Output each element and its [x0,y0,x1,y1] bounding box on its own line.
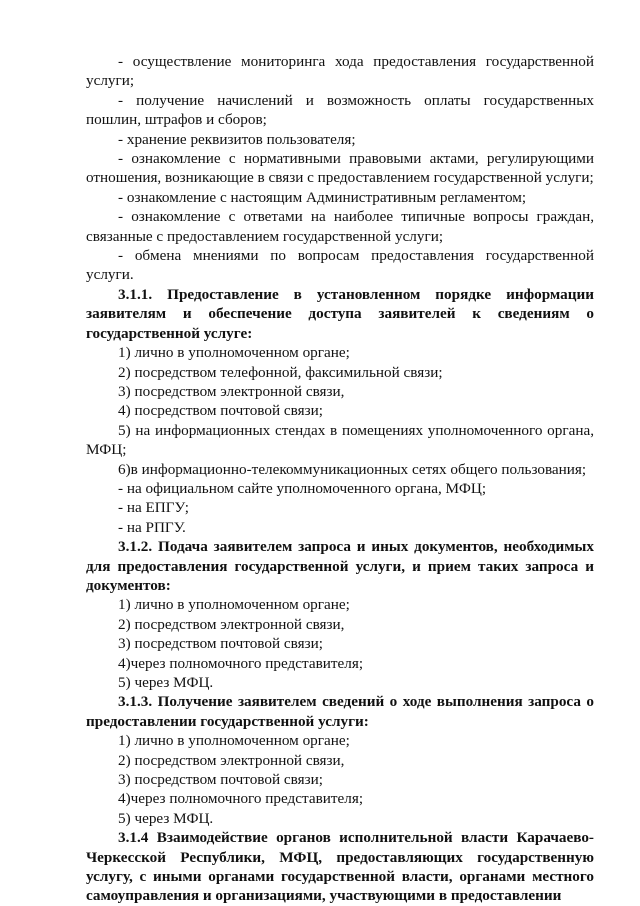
list-item: 5) на информационных стендах в помещениях уполномоченного органа, МФЦ; [86,421,594,459]
document-page [86,52,594,906]
section-heading-3-1-4: 3.1.4 Взаимодействие органов исполнительной власти Карачаево-Черкесской Республики, МФЦ, предоставляющих государственную услугу, с иными органами государственной власти, органами местного самоуправления и организациями, участвующими в предоставлении [86,829,594,905]
list-item: 3) посредством электронной связи, [118,382,345,400]
list-item: - на ЕПГУ; [118,499,189,517]
intro-item: - ознакомление с ответами на наиболее типичные вопросы граждан, связанные с предоставлением государственной услуги; [86,208,594,245]
section-heading-3-1-1: 3.1.1. Предоставление в установленном порядке информации заявителям и обеспечение доступа заявителей к сведениям о государственной услуге: [86,285,594,342]
section-heading-3-1-2: 3.1.2. Подача заявителем запроса и иных документов, необходимых для предоставления государственной услуги, и прием таких запроса и документов: [86,538,594,594]
intro-item: - хранение реквизитов пользователя; [118,130,356,148]
intro-item: - осуществление мониторинга хода предоставления государственной услуги; [86,53,594,90]
list-item: 5) через МФЦ. [118,674,214,691]
intro-item: - получение начислений и возможность оплаты государственных пошлин, штрафов и сборов; [86,91,594,129]
intro-item: - ознакомление с настоящим Административным регламентом; [118,188,527,206]
intro-item: - обмена мнениями по вопросам предоставления государственной услуги. [86,247,594,284]
list-item: 3) посредством почтовой связи; [118,771,323,789]
list-item: - на РПГУ. [118,518,186,536]
list-item: 4) посредством почтовой связи; [118,402,323,420]
section-heading-3-1-3: 3.1.3. Получение заявителем сведений о ходе выполнения запроса о предоставлении государственной услуги: [86,693,594,730]
list-item: 2) посредством электронной связи, [118,615,345,633]
list-item: 3) посредством почтовой связи; [118,635,323,653]
list-item: 5) через МФЦ. [118,809,214,827]
list-item: 1) лично в уполномоченном органе; [118,344,350,362]
list-item: 4)через полномочного представителя; [118,790,364,808]
list-item: 1) лично в уполномоченном органе; [118,596,350,614]
list-item: 2) посредством электронной связи, [118,751,345,769]
list-item: 4)через полномочного представителя; [118,654,364,672]
list-item: 1) лично в уполномоченном органе; [118,732,350,750]
intro-item: - ознакомление с нормативными правовыми актами, регулирующими отношения, возникающие в связи с предоставлением государственной услуги; [86,150,594,187]
list-item: 6)в информационно-телекоммуникационных сетях общего пользования; [118,460,587,478]
list-item: - на официальном сайте уполномоченного органа, МФЦ; [118,479,487,497]
list-item: 2) посредством телефонной, факсимильной связи; [118,363,443,381]
